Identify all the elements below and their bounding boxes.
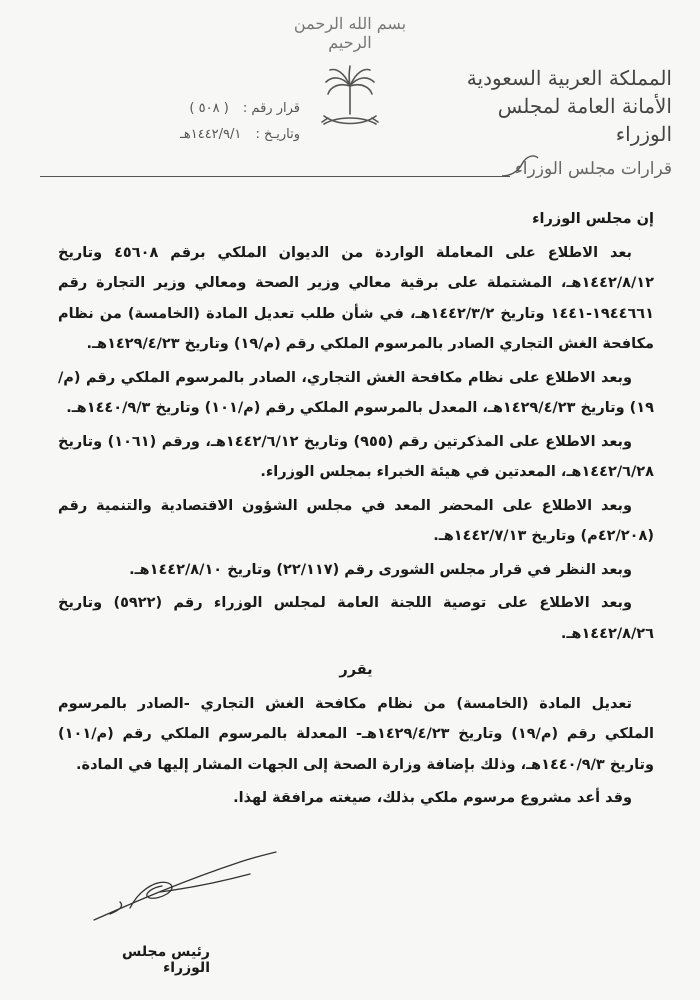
decision-number: ( ٥٠٨ ) (189, 101, 229, 116)
handwritten-signature (90, 848, 280, 924)
divider-flourish-icon (500, 150, 540, 178)
paragraph-7: تعديل المادة (الخامسة) من نظام مكافحة الغش التجاري -الصادر بالمرسوم الملكي رقم (م/١٩) وتاريخ ١٤٢٩/٤/٢٣هـ- المعدلة بالمرسوم الملكي رقم (م/١٠١) وتاريخ ١٤٤٠/٩/٣هـ، وذلك بإضافة وزارة الصحة إلى الجهات المشار إليها في المادة. (58, 695, 654, 773)
org-secretariat: الأمانة العامة لمجلس الوزراء (497, 94, 672, 146)
paragraph-3: وبعد الاطلاع على المذكرتين رقم (٩٥٥) وتاريخ ١٤٤٢/٦/١٢هـ، ورقم (١٠٦١) وتاريخ ١٤٤٢/٦/٢٨هـ، المعدتين في هيئة الخبراء بمجلس الوزراء. (58, 433, 654, 480)
header-divider (40, 176, 510, 177)
decision-date-row (150, 122, 300, 148)
decision-body (58, 204, 654, 817)
paragraph-6: وبعد الاطلاع على توصية اللجنة العامة لمجلس الوزراء رقم (٥٩٢٢) وتاريخ ١٤٤٢/٨/٢٦هـ. (58, 595, 654, 642)
org-decisions: قرارات مجلس الوزراء (514, 159, 672, 179)
decision-number-row (150, 96, 300, 122)
issuing-authority (452, 64, 672, 182)
basmala: بسم الله الرحمن الرحيم (293, 14, 407, 52)
opening-line: إن مجلس الوزراء (532, 211, 654, 227)
paragraph-8: وقد أعد مشروع مرسوم ملكي بذلك، صيغته مرافقة لهذا. (233, 790, 632, 806)
decision-date: ١٤٤٢/٩/١هـ (180, 127, 242, 142)
paragraph-2: وبعد الاطلاع على نظام مكافحة الغش التجاري، الصادر بالمرسوم الملكي رقم (م/١٩) وتاريخ ١٤٢٩/٤/٢٣هـ، المعدل بالمرسوم الملكي رقم (م/١٠١) وتاريخ ١٤٤٠/٩/٣هـ. (58, 369, 654, 416)
decides-heading: يقرر (339, 662, 373, 678)
org-country: المملكة العربية السعودية (466, 66, 672, 90)
decision-number-label: قرار رقم : (242, 101, 300, 116)
signer-title: رئيس مجلس الوزراء (122, 944, 210, 976)
paragraph-5: وبعد النظر في قرار مجلس الشورى رقم (٢٢/١١٧) وتاريخ ١٤٤٢/٨/١٠هـ. (129, 561, 632, 578)
paragraph-4: وبعد الاطلاع على المحضر المعد في مجلس الشؤون الاقتصادية والتنمية رقم (٤٢/٢٠٨م) وتاريخ ١٤٤٢/٧/١٣هـ. (58, 497, 654, 544)
palm-swords-emblem-icon (318, 64, 382, 138)
decision-meta (150, 96, 300, 148)
paragraph-1: بعد الاطلاع على المعاملة الواردة من الديوان الملكي برقم ٤٥٦٠٨ وتاريخ ١٤٤٢/٨/١٢هـ، المشتملة على برقية معالي وزير الصحة ومعالي وزير التجارة رقم ١٩٤٤٦٦١-١٤٤١ وتاريخ ١٤٤٢/٣/٢هـ، في شأن طلب تعديل المادة (الخامسة) من نظام مكافحة الغش التجاري الصادر بالمرسوم الملكي رقم (م/١٩) وتاريخ ١٤٢٩/٤/٢٣هـ. (58, 244, 654, 352)
decision-date-label: وتاريـخ : (255, 127, 300, 142)
